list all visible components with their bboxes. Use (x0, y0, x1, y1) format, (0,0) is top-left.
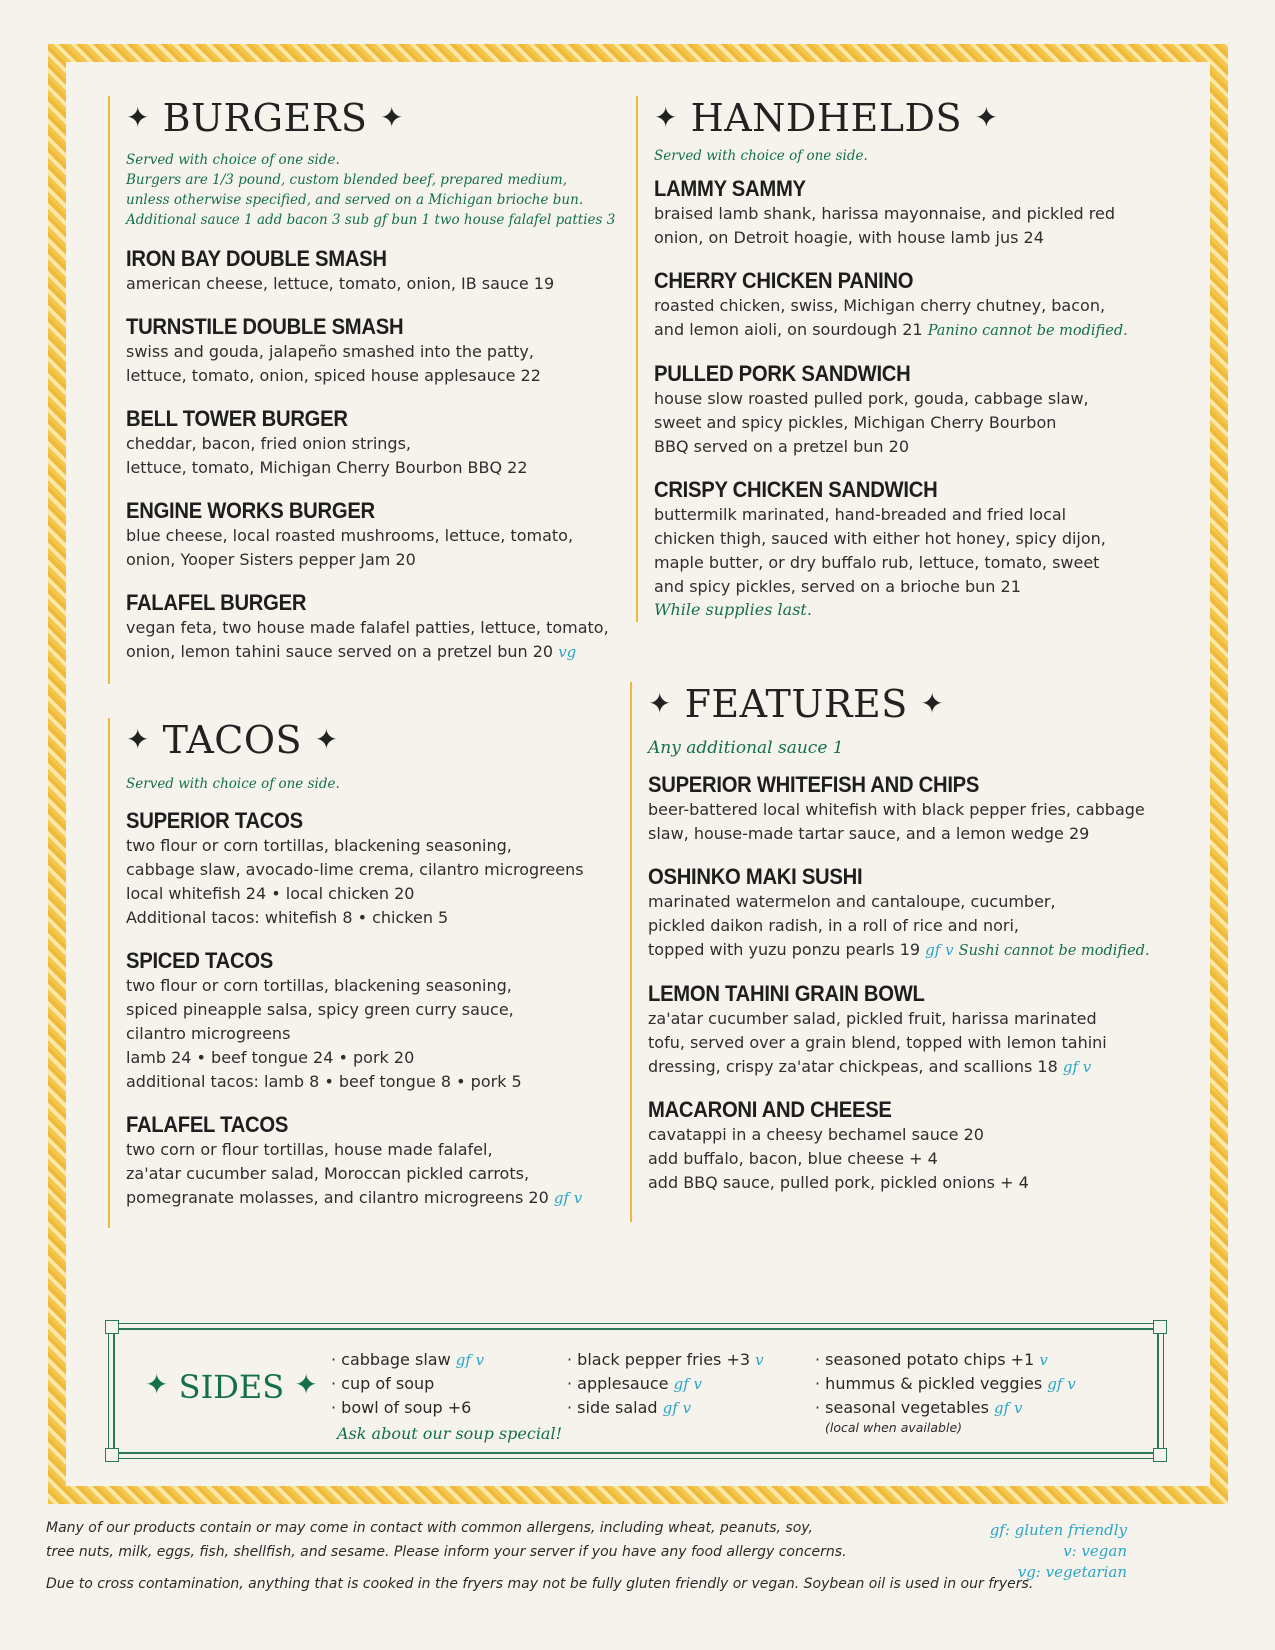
diet-legend (990, 1520, 1127, 1583)
description-text: blue cheese, local roasted mushrooms, lettuce, tomato, (126, 526, 574, 545)
item-description (654, 527, 1156, 551)
description-text: add buffalo, bacon, blue cheese + 4 (648, 1149, 938, 1168)
handhelds-section (636, 96, 1156, 622)
item-description (654, 575, 1156, 599)
sides-col-2 (567, 1348, 764, 1420)
star-icon: ✦ (126, 101, 150, 134)
description-text: Additional tacos: whitefish 8 • chicken 5 (126, 908, 449, 927)
diet-tag: gf v (662, 1399, 692, 1417)
description-text: BBQ served on a pretzel bun 20 (654, 437, 910, 456)
description-text: slaw, house-made tartar sauce, and a lemon wedge 29 (648, 824, 1090, 843)
menu-item (648, 772, 1160, 846)
tacos-items (126, 808, 628, 1210)
description-text: two flour or corn tortillas, blackening seasoning, (126, 976, 512, 995)
sides-box (113, 1328, 1159, 1454)
tacos-section (108, 718, 628, 1228)
side-item (331, 1348, 562, 1372)
item-description (648, 822, 1160, 846)
side-item (567, 1372, 764, 1396)
description-text: two corn or flour tortillas, house made falafel, (126, 1140, 493, 1159)
description-text: tofu, served over a grain blend, topped with lemon tahini (648, 1033, 1107, 1052)
corner-ornament (1153, 1320, 1167, 1334)
item-description (654, 226, 1156, 250)
diet-tag: gf v (673, 1375, 702, 1393)
menu-item (126, 1112, 628, 1210)
corner-ornament (1153, 1448, 1167, 1462)
side-item (567, 1348, 764, 1372)
description-text: spiced pineapple salsa, spicy green curry sauce, (126, 1000, 514, 1019)
diet-tag: gf v (994, 1399, 1023, 1417)
item-name: CRISPY CHICKEN SANDWICH (654, 477, 938, 502)
item-name: SUPERIOR WHITEFISH AND CHIPS (648, 772, 980, 797)
diet-tag: gf v (553, 1189, 583, 1207)
description-text: additional tacos: lamb 8 • beef tongue 8 • pork 5 (126, 1072, 522, 1091)
menu-item (654, 268, 1156, 343)
allergen-footer (46, 1516, 1033, 1596)
item-description (126, 548, 628, 572)
menu-item (126, 590, 628, 664)
item-description (654, 551, 1156, 575)
local-note: (local when available) (825, 1420, 963, 1435)
side-item (331, 1396, 562, 1420)
side-item-label: seasonal vegetables (825, 1398, 995, 1417)
item-description (126, 1138, 628, 1162)
modification-note: Sushi cannot be modified. (958, 943, 1150, 959)
menu-item (126, 406, 628, 480)
side-item-label: cabbage slaw (341, 1350, 456, 1369)
item-description (648, 1031, 1160, 1055)
item-name: BELL TOWER BURGER (126, 406, 348, 431)
description-text: local whitefish 24 • local chicken 20 (126, 884, 415, 903)
modification-note: Panino cannot be modified. (927, 323, 1128, 339)
item-description (654, 411, 1156, 435)
description-text: za'atar cucumber salad, Moroccan pickled carrots, (126, 1164, 530, 1183)
description-text: braised lamb shank, harissa mayonnaise, and pickled red (654, 204, 1116, 223)
legend-gf: gf: gluten friendly (989, 1521, 1127, 1539)
description-text: maple butter, or dry buffalo rub, lettuce, tomato, sweet (654, 553, 1100, 572)
item-name: SPICED TACOS (126, 948, 274, 973)
item-name: TURNSTILE DOUBLE SMASH (126, 314, 404, 339)
side-item-label: black pepper fries +3 (577, 1350, 756, 1369)
item-description (126, 1070, 628, 1094)
item-name: ENGINE WORKS BURGER (126, 498, 375, 523)
sides-col-3 (815, 1348, 1076, 1436)
burgers-note: unless otherwise specified, and served on a Michigan brioche bun. (126, 192, 584, 208)
menu-item (126, 808, 628, 930)
item-name: FALAFEL BURGER (126, 590, 307, 615)
diet-tag: gf v (925, 941, 954, 959)
description-text: vegan feta, two house made falafel patties, lettuce, tomato, (126, 618, 609, 637)
handhelds-title: ✦ HANDHELDS ✦ (654, 96, 999, 140)
side-item (815, 1396, 1076, 1420)
diet-tag: gf v (1047, 1375, 1076, 1393)
item-description (648, 938, 1160, 963)
star-icon: ✦ (648, 687, 672, 720)
description-text: swiss and gouda, jalapeño smashed into the patty, (126, 342, 534, 361)
description-text: lettuce, tomato, Michigan Cherry Bourbon BBQ 22 (126, 458, 528, 477)
legend-v: v: vegan (1063, 1542, 1127, 1560)
item-description (648, 1055, 1160, 1079)
item-description (126, 1186, 628, 1210)
item-name: LAMMY SAMMY (654, 176, 806, 201)
menu-item (126, 948, 628, 1094)
item-name: MACARONI AND CHEESE (648, 1097, 892, 1122)
availability-note: While supplies last. (654, 600, 812, 619)
side-item (567, 1396, 764, 1420)
item-name: PULLED PORK SANDWICH (654, 361, 911, 386)
description-text: cavatappi in a cheesy bechamel sauce 20 (648, 1125, 984, 1144)
item-description (126, 974, 628, 998)
star-icon: ✦ (126, 723, 150, 756)
soup-special-note: Ask about our soup special! (337, 1424, 563, 1443)
item-name: CHERRY CHICKEN PANINO (654, 268, 914, 293)
features-items (648, 772, 1160, 1195)
description-text: cilantro microgreens (126, 1024, 291, 1043)
description-text: lamb 24 • beef tongue 24 • pork 20 (126, 1048, 415, 1067)
item-description (648, 914, 1160, 938)
features-section (630, 682, 1160, 1222)
description-text: pomegranate molasses, and cilantro microgreens 20 (126, 1188, 549, 1207)
burgers-note: Burgers are 1/3 pound, custom blended beef, prepared medium, (126, 172, 567, 188)
burgers-note: Additional sauce 1 add bacon 3 sub gf bun 1 two house falafel patties 3 (126, 212, 616, 228)
menu-item (126, 498, 628, 572)
menu-item (654, 361, 1156, 459)
tacos-title: ✦ TACOS ✦ (126, 718, 339, 762)
description-text: cheddar, bacon, fried onion strings, (126, 434, 411, 453)
description-text: onion, Yooper Sisters pepper Jam 20 (126, 550, 416, 569)
description-text: roasted chicken, swiss, Michigan cherry chutney, bacon, (654, 296, 1106, 315)
sides-title: ✦ SIDES ✦ (145, 1368, 318, 1406)
item-description (648, 890, 1160, 914)
item-description (654, 294, 1156, 318)
diet-tag: v (1039, 1351, 1048, 1369)
description-text: house slow roasted pulled pork, gouda, cabbage slaw, (654, 389, 1089, 408)
features-note: Any additional sauce 1 (648, 738, 844, 758)
side-item (815, 1348, 1076, 1372)
handhelds-items (654, 176, 1156, 621)
item-description (126, 882, 628, 906)
description-text: cabbage slaw, avocado-lime crema, cilantro microgreens (126, 860, 584, 879)
item-description (126, 1162, 628, 1186)
description-text: add BBQ sauce, pulled pork, pickled onions + 4 (648, 1173, 1029, 1192)
item-description (654, 318, 1156, 343)
item-description (126, 340, 628, 364)
side-item (331, 1372, 562, 1396)
item-description (648, 1123, 1160, 1147)
side-item-label: bowl of soup +6 (341, 1398, 472, 1417)
tacos-note: Served with choice of one side. (126, 776, 340, 792)
diet-tag: v (755, 1351, 764, 1369)
description-text: topped with yuzu ponzu pearls 19 (648, 940, 921, 959)
menu-item (648, 981, 1160, 1079)
item-description (126, 834, 628, 858)
burgers-items (126, 246, 628, 664)
description-text: and spicy pickles, served on a brioche bun 21 (654, 577, 1021, 596)
star-icon: ✦ (294, 1368, 318, 1401)
description-text: sweet and spicy pickles, Michigan Cherry Bourbon (654, 413, 1057, 432)
side-item (815, 1372, 1076, 1396)
star-icon: ✦ (974, 101, 999, 134)
item-description (654, 202, 1156, 226)
description-text: and lemon aioli, on sourdough 21 (654, 320, 923, 339)
item-name: FALAFEL TACOS (126, 1112, 289, 1137)
corner-ornament (105, 1320, 119, 1334)
item-description (654, 435, 1156, 459)
menu-item (126, 314, 628, 388)
item-name: SUPERIOR TACOS (126, 808, 303, 833)
menu-item (654, 477, 1156, 621)
side-item-label: cup of soup (341, 1374, 435, 1393)
menu-item (648, 864, 1160, 963)
item-description (654, 387, 1156, 411)
description-text: buttermilk marinated, hand-breaded and fried local (654, 505, 1067, 524)
diet-tag: gf v (455, 1351, 485, 1369)
item-description (126, 906, 628, 930)
description-text: two flour or corn tortillas, blackening seasoning, (126, 836, 512, 855)
item-description (648, 1171, 1160, 1195)
item-description (126, 1046, 628, 1070)
description-text: pickled daikon radish, in a roll of rice and nori, (648, 916, 1019, 935)
item-description (126, 272, 628, 296)
side-item-label: side salad (577, 1398, 663, 1417)
item-name: OSHINKO MAKI SUSHI (648, 864, 863, 889)
star-icon: ✦ (654, 101, 678, 134)
burgers-notes (126, 150, 628, 230)
fryer-line: Due to cross contamination, anything that is cooked in the fryers may not be fully gluten friendly or vegan. Soybean oil is used in our fryers. (46, 1576, 1034, 1592)
description-text: za'atar cucumber salad, pickled fruit, harissa marinated (648, 1009, 1097, 1028)
description-text: american cheese, lettuce, tomato, onion, IB sauce 19 (126, 274, 555, 293)
item-description (126, 456, 628, 480)
star-icon: ✦ (920, 687, 945, 720)
item-description (126, 858, 628, 882)
item-description (654, 503, 1156, 527)
burgers-title: ✦ BURGERS ✦ (126, 96, 404, 140)
item-description (126, 524, 628, 548)
item-description (126, 364, 628, 388)
description-text: chicken thigh, sauced with either hot honey, spicy dijon, (654, 529, 1106, 548)
menu-item (126, 246, 628, 296)
item-description (126, 1022, 628, 1046)
item-name: IRON BAY DOUBLE SMASH (126, 246, 387, 271)
menu-item (648, 1097, 1160, 1195)
sides-col-1 (331, 1348, 562, 1446)
burgers-section (108, 96, 628, 684)
description-text: onion, lemon tahini sauce served on a pretzel bun 20 (126, 642, 554, 661)
item-description (648, 798, 1160, 822)
item-description (126, 432, 628, 456)
side-item-label: applesauce (577, 1374, 674, 1393)
item-description (648, 1007, 1160, 1031)
item-description (126, 998, 628, 1022)
description-text: dressing, crispy za'atar chickpeas, and scallions 18 (648, 1057, 1058, 1076)
side-item-label: hummus & pickled veggies (825, 1374, 1048, 1393)
handhelds-note: Served with choice of one side. (654, 148, 868, 164)
allergen-line-1: Many of our products contain or may come in contact with common allergens, including wheat, peanuts, soy, (46, 1520, 813, 1536)
menu-item (654, 176, 1156, 250)
corner-ornament (105, 1448, 119, 1462)
diet-tag: gf v (1062, 1058, 1092, 1076)
description-text: onion, on Detroit hoagie, with house lamb jus 24 (654, 228, 1044, 247)
legend-vg: vg: vegetarian (1017, 1563, 1127, 1581)
star-icon: ✦ (145, 1368, 169, 1401)
item-description (126, 616, 628, 640)
burgers-note: Served with choice of one side. (126, 152, 340, 168)
star-icon: ✦ (379, 101, 404, 134)
features-title: ✦ FEATURES ✦ (648, 682, 945, 726)
description-text: marinated watermelon and cantaloupe, cucumber, (648, 892, 1056, 911)
description-text: lettuce, tomato, onion, spiced house applesauce 22 (126, 366, 541, 385)
side-item-label: seasoned potato chips +1 (825, 1350, 1040, 1369)
diet-tag: vg (558, 643, 577, 661)
item-name: LEMON TAHINI GRAIN BOWL (648, 981, 925, 1006)
description-text: beer-battered local whitefish with black pepper fries, cabbage (648, 800, 1145, 819)
allergen-line-2: tree nuts, milk, eggs, fish, shellfish, and sesame. Please inform your server if you have any food allergy concerns. (46, 1544, 847, 1560)
item-description (126, 640, 628, 664)
item-description (648, 1147, 1160, 1171)
star-icon: ✦ (314, 723, 339, 756)
